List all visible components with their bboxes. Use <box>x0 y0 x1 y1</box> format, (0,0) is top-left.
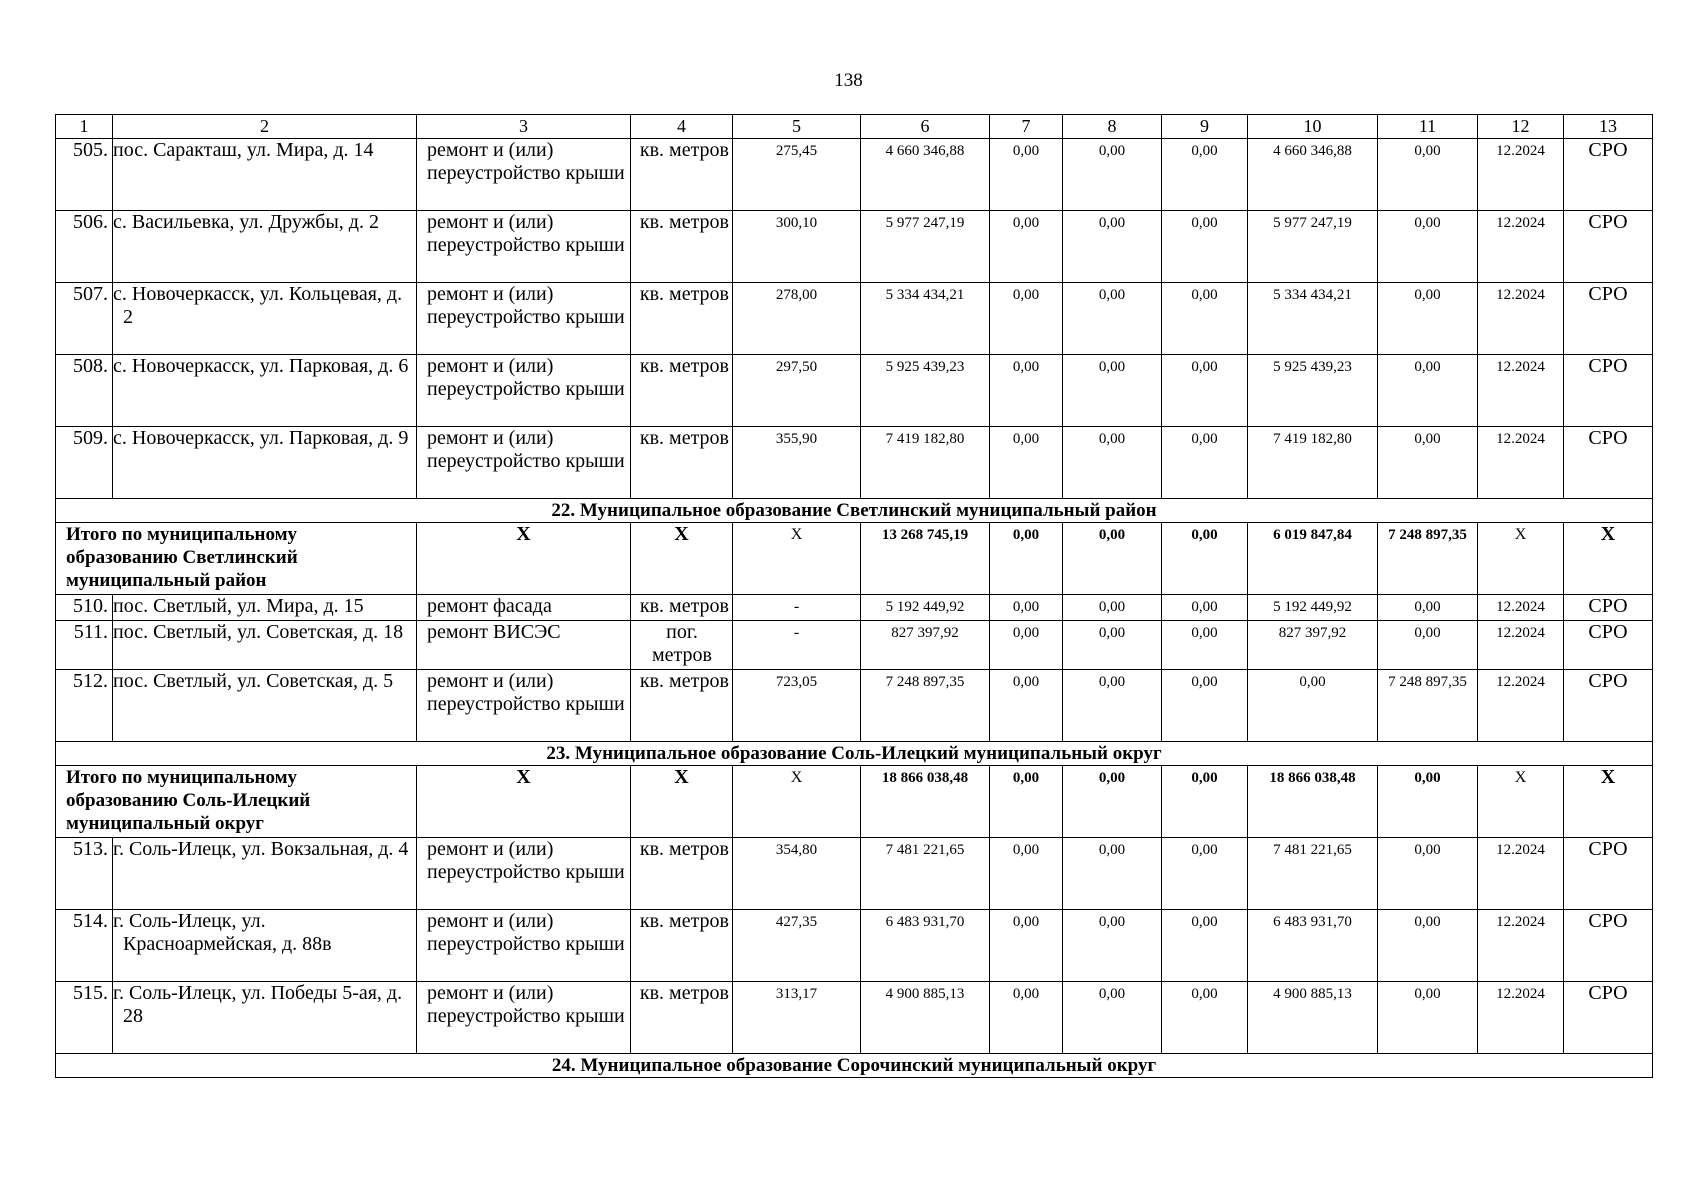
column-number: 10 <box>1248 115 1378 139</box>
row-address: пос. Светлый, ул. Мира, д. 15 <box>113 595 417 621</box>
row-col8: 0,00 <box>1063 838 1162 910</box>
row-unit: кв. метров <box>631 355 733 427</box>
row-work-type: ремонт и (или) переустройство крыши <box>417 910 631 982</box>
row-number: 515. <box>56 982 113 1054</box>
row-col11: 0,00 <box>1378 139 1478 211</box>
table-body <box>56 139 1653 1078</box>
row-number: 507. <box>56 283 113 355</box>
row-method: СРО <box>1564 910 1653 982</box>
table-row <box>56 139 1653 211</box>
row-unit: пог. метров <box>631 621 733 670</box>
table-row <box>56 838 1653 910</box>
row-col7: 0,00 <box>990 910 1063 982</box>
subtotal-col13: Х <box>1564 523 1653 595</box>
subtotal-row <box>56 523 1653 595</box>
subtotal-c11: 0,00 <box>1378 766 1478 838</box>
row-unit: кв. метров <box>631 283 733 355</box>
row-col10: 4 900 885,13 <box>1248 982 1378 1054</box>
row-deadline: 12.2024 <box>1478 139 1564 211</box>
row-col10: 5 977 247,19 <box>1248 211 1378 283</box>
row-deadline: 12.2024 <box>1478 427 1564 499</box>
row-col9: 0,00 <box>1162 283 1248 355</box>
row-method: СРО <box>1564 982 1653 1054</box>
column-number: 13 <box>1564 115 1653 139</box>
row-address: г. Соль-Илецк, ул. Вокзальная, д. 4 <box>113 838 417 910</box>
row-col10: 7 419 182,80 <box>1248 427 1378 499</box>
row-col11: 0,00 <box>1378 910 1478 982</box>
table-row <box>56 621 1653 670</box>
row-number: 509. <box>56 427 113 499</box>
column-number-row <box>56 115 1653 139</box>
section-title: 22. Муниципальное образование Светлинский муниципальный район <box>56 499 1653 523</box>
row-work-type: ремонт и (или) переустройство крыши <box>417 139 631 211</box>
row-total-cost: 7 248 897,35 <box>861 670 990 742</box>
row-total-cost: 7 481 221,65 <box>861 838 990 910</box>
row-deadline: 12.2024 <box>1478 621 1564 670</box>
row-col9: 0,00 <box>1162 595 1248 621</box>
row-unit: кв. метров <box>631 139 733 211</box>
row-col9: 0,00 <box>1162 355 1248 427</box>
column-number: 2 <box>113 115 417 139</box>
subtotal-label: Итого по муниципальному образованию Соль-Илецкий муниципальный округ <box>56 766 417 838</box>
row-deadline: 12.2024 <box>1478 283 1564 355</box>
subtotal-col12: Х <box>1478 766 1564 838</box>
row-col8: 0,00 <box>1063 211 1162 283</box>
column-number: 8 <box>1063 115 1162 139</box>
row-col11: 0,00 <box>1378 838 1478 910</box>
column-number: 12 <box>1478 115 1564 139</box>
row-total-cost: 4 900 885,13 <box>861 982 990 1054</box>
row-work-type: ремонт и (или) переустройство крыши <box>417 670 631 742</box>
row-col11: 0,00 <box>1378 982 1478 1054</box>
subtotal-col13: Х <box>1564 766 1653 838</box>
row-col9: 0,00 <box>1162 982 1248 1054</box>
row-deadline: 12.2024 <box>1478 670 1564 742</box>
row-col9: 0,00 <box>1162 670 1248 742</box>
table-row <box>56 211 1653 283</box>
row-col8: 0,00 <box>1063 355 1162 427</box>
row-method: СРО <box>1564 283 1653 355</box>
row-col9: 0,00 <box>1162 211 1248 283</box>
row-address: с. Новочеркасск, ул. Парковая, д. 9 <box>113 427 417 499</box>
row-work-type: ремонт ВИСЭС <box>417 621 631 670</box>
row-total-cost: 827 397,92 <box>861 621 990 670</box>
row-number: 510. <box>56 595 113 621</box>
row-col8: 0,00 <box>1063 910 1162 982</box>
row-col7: 0,00 <box>990 595 1063 621</box>
row-total-cost: 5 977 247,19 <box>861 211 990 283</box>
row-number: 511. <box>56 621 113 670</box>
subtotal-label: Итого по муниципальному образованию Светлинский муниципальный район <box>56 523 417 595</box>
table-row <box>56 670 1653 742</box>
row-col7: 0,00 <box>990 982 1063 1054</box>
row-col8: 0,00 <box>1063 283 1162 355</box>
row-quantity: 723,05 <box>733 670 861 742</box>
row-method: СРО <box>1564 670 1653 742</box>
row-quantity: 275,45 <box>733 139 861 211</box>
column-number: 1 <box>56 115 113 139</box>
row-quantity: 355,90 <box>733 427 861 499</box>
row-number: 513. <box>56 838 113 910</box>
row-col8: 0,00 <box>1063 670 1162 742</box>
row-unit: кв. метров <box>631 670 733 742</box>
row-col7: 0,00 <box>990 427 1063 499</box>
row-col8: 0,00 <box>1063 595 1162 621</box>
row-address: с. Новочеркасск, ул. Кольцевая, д. 2 <box>113 283 417 355</box>
row-total-cost: 5 192 449,92 <box>861 595 990 621</box>
row-number: 505. <box>56 139 113 211</box>
subtotal-c11: 7 248 897,35 <box>1378 523 1478 595</box>
subtotal-c10: 18 866 038,48 <box>1248 766 1378 838</box>
subtotal-col4: Х <box>631 523 733 595</box>
row-quantity: 313,17 <box>733 982 861 1054</box>
row-unit: кв. метров <box>631 427 733 499</box>
row-col7: 0,00 <box>990 211 1063 283</box>
row-total-cost: 5 925 439,23 <box>861 355 990 427</box>
row-address: пос. Светлый, ул. Советская, д. 18 <box>113 621 417 670</box>
section-title: 23. Муниципальное образование Соль-Илецкий муниципальный округ <box>56 742 1653 766</box>
row-number: 508. <box>56 355 113 427</box>
row-total-cost: 6 483 931,70 <box>861 910 990 982</box>
row-quantity: 354,80 <box>733 838 861 910</box>
row-number: 512. <box>56 670 113 742</box>
row-col7: 0,00 <box>990 355 1063 427</box>
page-number: 138 <box>834 70 863 91</box>
row-address: с. Новочеркасск, ул. Парковая, д. 6 <box>113 355 417 427</box>
row-method: СРО <box>1564 211 1653 283</box>
table-row <box>56 283 1653 355</box>
row-col8: 0,00 <box>1063 621 1162 670</box>
table-row <box>56 355 1653 427</box>
row-deadline: 12.2024 <box>1478 982 1564 1054</box>
subtotal-c6: 18 866 038,48 <box>861 766 990 838</box>
subtotal-c7: 0,00 <box>990 523 1063 595</box>
subtotal-c7: 0,00 <box>990 766 1063 838</box>
row-col11: 0,00 <box>1378 355 1478 427</box>
row-method: СРО <box>1564 355 1653 427</box>
row-unit: кв. метров <box>631 211 733 283</box>
row-quantity: - <box>733 595 861 621</box>
subtotal-c6: 13 268 745,19 <box>861 523 990 595</box>
row-address: пос. Светлый, ул. Советская, д. 5 <box>113 670 417 742</box>
section-title: 24. Муниципальное образование Сорочинский муниципальный округ <box>56 1054 1653 1078</box>
row-quantity: 297,50 <box>733 355 861 427</box>
row-quantity: 278,00 <box>733 283 861 355</box>
table-row <box>56 982 1653 1054</box>
row-method: СРО <box>1564 621 1653 670</box>
row-deadline: 12.2024 <box>1478 595 1564 621</box>
subtotal-c8: 0,00 <box>1063 523 1162 595</box>
row-col10: 5 192 449,92 <box>1248 595 1378 621</box>
row-deadline: 12.2024 <box>1478 910 1564 982</box>
subtotal-c8: 0,00 <box>1063 766 1162 838</box>
row-quantity: 300,10 <box>733 211 861 283</box>
row-work-type: ремонт и (или) переустройство крыши <box>417 355 631 427</box>
row-col11: 0,00 <box>1378 283 1478 355</box>
row-address: г. Соль-Илецк, ул. Красноармейская, д. 88в <box>113 910 417 982</box>
row-col7: 0,00 <box>990 139 1063 211</box>
table-row <box>56 910 1653 982</box>
row-address: с. Васильевка, ул. Дружбы, д. 2 <box>113 211 417 283</box>
row-col8: 0,00 <box>1063 427 1162 499</box>
row-col9: 0,00 <box>1162 621 1248 670</box>
row-col7: 0,00 <box>990 670 1063 742</box>
row-work-type: ремонт фасада <box>417 595 631 621</box>
section-header-row <box>56 499 1653 523</box>
row-col10: 5 925 439,23 <box>1248 355 1378 427</box>
row-col9: 0,00 <box>1162 139 1248 211</box>
row-col7: 0,00 <box>990 621 1063 670</box>
row-col10: 7 481 221,65 <box>1248 838 1378 910</box>
row-col9: 0,00 <box>1162 427 1248 499</box>
row-method: СРО <box>1564 838 1653 910</box>
row-col9: 0,00 <box>1162 838 1248 910</box>
row-col7: 0,00 <box>990 283 1063 355</box>
row-col11: 0,00 <box>1378 595 1478 621</box>
column-number: 4 <box>631 115 733 139</box>
row-col11: 7 248 897,35 <box>1378 670 1478 742</box>
row-total-cost: 4 660 346,88 <box>861 139 990 211</box>
row-col10: 5 334 434,21 <box>1248 283 1378 355</box>
column-number: 9 <box>1162 115 1248 139</box>
subtotal-c9: 0,00 <box>1162 766 1248 838</box>
column-number: 5 <box>733 115 861 139</box>
row-address: пос. Саракташ, ул. Мира, д. 14 <box>113 139 417 211</box>
row-unit: кв. метров <box>631 982 733 1054</box>
row-work-type: ремонт и (или) переустройство крыши <box>417 982 631 1054</box>
row-col11: 0,00 <box>1378 211 1478 283</box>
row-col7: 0,00 <box>990 838 1063 910</box>
row-col8: 0,00 <box>1063 139 1162 211</box>
subtotal-col5: Х <box>733 523 861 595</box>
row-quantity: - <box>733 621 861 670</box>
row-col10: 4 660 346,88 <box>1248 139 1378 211</box>
row-quantity: 427,35 <box>733 910 861 982</box>
row-work-type: ремонт и (или) переустройство крыши <box>417 427 631 499</box>
subtotal-col4: Х <box>631 766 733 838</box>
column-number: 6 <box>861 115 990 139</box>
subtotal-row <box>56 766 1653 838</box>
row-unit: кв. метров <box>631 910 733 982</box>
row-unit: кв. метров <box>631 838 733 910</box>
row-deadline: 12.2024 <box>1478 211 1564 283</box>
column-number: 7 <box>990 115 1063 139</box>
subtotal-col3: Х <box>417 523 631 595</box>
row-work-type: ремонт и (или) переустройство крыши <box>417 838 631 910</box>
subtotal-col5: Х <box>733 766 861 838</box>
section-header-row <box>56 742 1653 766</box>
row-deadline: 12.2024 <box>1478 355 1564 427</box>
row-col11: 0,00 <box>1378 621 1478 670</box>
column-number: 3 <box>417 115 631 139</box>
row-work-type: ремонт и (или) переустройство крыши <box>417 283 631 355</box>
row-col11: 0,00 <box>1378 427 1478 499</box>
table-row <box>56 427 1653 499</box>
row-col8: 0,00 <box>1063 982 1162 1054</box>
table-row <box>56 595 1653 621</box>
row-col10: 0,00 <box>1248 670 1378 742</box>
row-col9: 0,00 <box>1162 910 1248 982</box>
row-number: 506. <box>56 211 113 283</box>
row-col10: 6 483 931,70 <box>1248 910 1378 982</box>
row-total-cost: 7 419 182,80 <box>861 427 990 499</box>
subtotal-col12: Х <box>1478 523 1564 595</box>
section-header-row <box>56 1054 1653 1078</box>
row-deadline: 12.2024 <box>1478 838 1564 910</box>
row-method: СРО <box>1564 427 1653 499</box>
row-address: г. Соль-Илецк, ул. Победы 5-ая, д. 28 <box>113 982 417 1054</box>
row-work-type: ремонт и (или) переустройство крыши <box>417 211 631 283</box>
row-col10: 827 397,92 <box>1248 621 1378 670</box>
row-total-cost: 5 334 434,21 <box>861 283 990 355</box>
subtotal-col3: Х <box>417 766 631 838</box>
subtotal-c9: 0,00 <box>1162 523 1248 595</box>
row-number: 514. <box>56 910 113 982</box>
row-method: СРО <box>1564 595 1653 621</box>
subtotal-c10: 6 019 847,84 <box>1248 523 1378 595</box>
row-unit: кв. метров <box>631 595 733 621</box>
capital-repair-table <box>55 114 1653 1078</box>
column-number: 11 <box>1378 115 1478 139</box>
row-method: СРО <box>1564 139 1653 211</box>
